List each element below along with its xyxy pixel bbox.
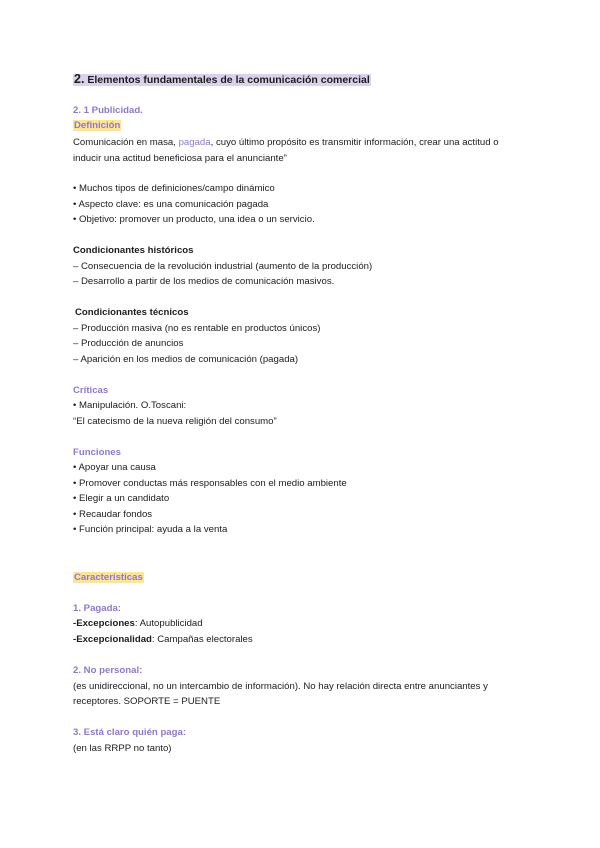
list-item: • Recaudar fondos: [73, 509, 153, 520]
pagada-word: pagada: [178, 137, 211, 148]
list-item: • Objetivo: promover un producto, una idea o un servicio.: [73, 214, 315, 225]
list-item: • Manipulación. O.Toscani:: [73, 400, 187, 411]
publicidad-heading: 2. 1 Publicidad.: [73, 105, 143, 116]
list-item: “El catecismo de la nueva religión del consumo”: [73, 416, 277, 427]
title-highlight: 2. Elementos fundamentales de la comunicación comercial: [74, 72, 370, 86]
quien-paga-line-1: (en las RRPP no tanto): [73, 743, 172, 754]
definicion-line-1: Comunicación en masa, pagada, cuyo último propósito es transmitir información, crear una actitud o: [73, 137, 499, 148]
criticas-heading: Críticas: [73, 385, 109, 396]
list-item: • Muchos tipos de definiciones/campo dinámico: [73, 183, 275, 194]
list-item: • Aspecto clave: es una comunicación pagada: [73, 199, 269, 210]
list-item: • Función principal: ayuda a la venta: [73, 524, 228, 535]
definicion-line-2: inducir una actitud beneficiosa para el anunciante”: [73, 153, 287, 164]
list-item: – Desarrollo a partir de los medios de comunicación masivos.: [73, 276, 335, 287]
caracteristicas-heading-row: [73, 571, 144, 584]
list-item: • Apoyar una causa: [73, 462, 156, 473]
quien-paga-heading: 3. Está claro quién paga:: [73, 727, 187, 738]
list-item: • Elegir a un candidato: [73, 493, 170, 504]
caracteristicas-heading: Características: [74, 572, 143, 583]
list-item: – Producción de anuncios: [73, 338, 184, 349]
document-title: [73, 73, 371, 87]
excepcionalidad-line: -Excepcionalidad: Campañas electorales: [73, 634, 253, 645]
no-personal-heading: 2. No personal:: [73, 665, 143, 676]
list-item: – Producción masiva (no es rentable en productos únicos): [73, 323, 321, 334]
definicion-label-row: [73, 119, 121, 132]
historicos-heading: Condicionantes históricos: [73, 245, 194, 256]
list-item: • Promover conductas más responsables con el medio ambiente: [73, 478, 347, 489]
excepciones-line: -Excepciones: Autopublicidad: [73, 618, 203, 629]
no-personal-line-2: receptores. SOPORTE = PUENTE: [73, 696, 221, 707]
list-item: – Consecuencia de la revolución industrial (aumento de la producción): [73, 261, 373, 272]
pagada-heading: 1. Pagada:: [73, 603, 121, 614]
funciones-heading: Funciones: [73, 447, 121, 458]
definicion-label: Definición: [74, 120, 121, 131]
tecnicos-heading: Condicionantes técnicos: [75, 307, 189, 318]
list-item: – Aparición en los medios de comunicación (pagada): [73, 354, 299, 365]
no-personal-line-1: (es unidireccional, no un intercambio de información). No hay relación directa entre anunciantes y: [73, 681, 488, 692]
